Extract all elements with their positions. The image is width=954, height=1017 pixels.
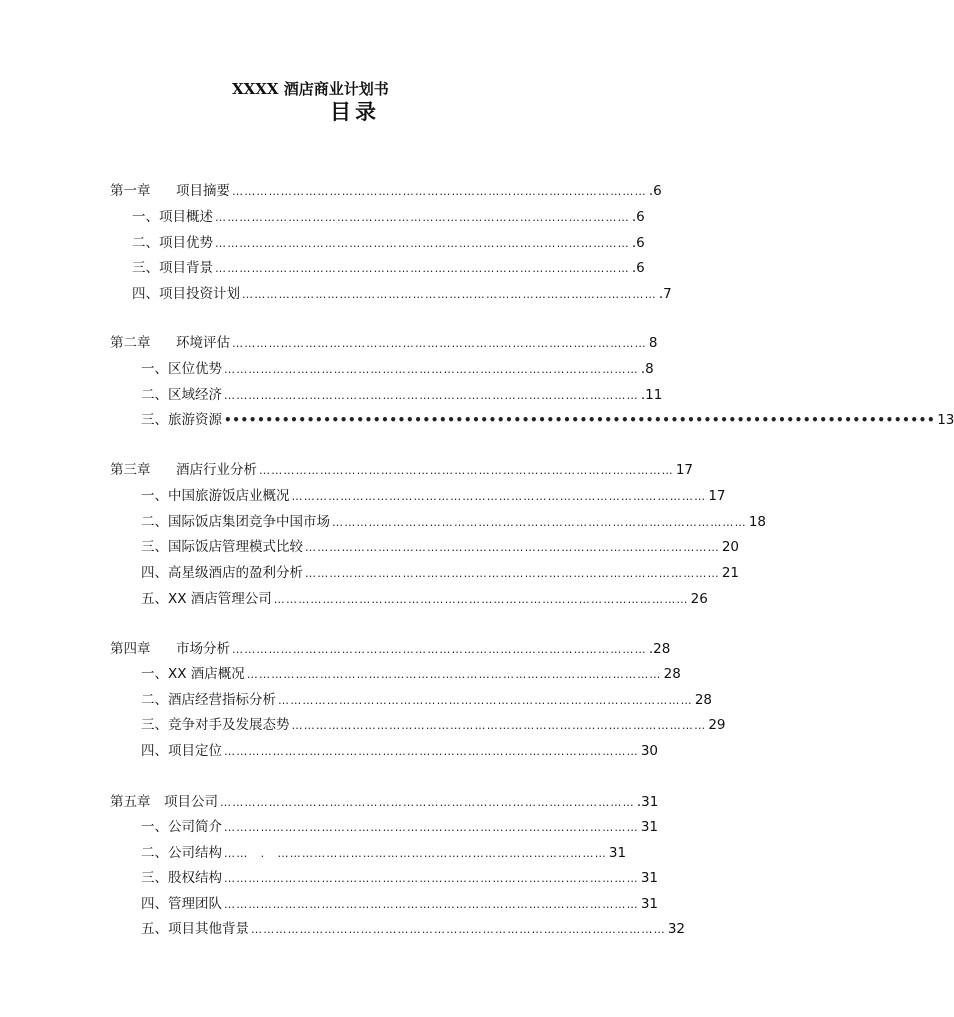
toc-page-number: 17 [708,488,726,504]
dot-leader: ………………………………………………………………………………………… [224,363,639,376]
dot-leader: ………………………………………………………………………………………… [259,464,674,477]
dot-leader: ………………………………………………………………………………………… [305,567,720,580]
toc-section[interactable] [141,866,658,886]
toc-page-number: 31 [608,845,627,861]
toc-page-number: .31 [636,794,659,810]
toc-section[interactable] [132,256,645,276]
chapter-title: 项目公司 [164,794,218,810]
toc-page-number: 32 [667,921,685,937]
dot-leader: ………………………………………………………………………………………… [215,262,630,275]
toc-chapter[interactable] [110,179,662,199]
toc-page-number: 31 [640,819,658,835]
toc-entry-label [110,790,218,810]
toc-section[interactable] [141,484,726,504]
dot-leader: ………………………………………………………………………………………… [220,796,635,809]
toc-entry-label: 一、中国旅游饭店业概况 [141,488,290,504]
toc-entry-label: 三、项目背景 [132,260,213,276]
toc-entry-label: 四、项目投资计划 [132,286,240,302]
toc-entry-label: 三、股权结构 [141,870,222,886]
toc-page-number: 18 [748,514,766,530]
toc-page-number: 26 [690,591,708,607]
dot-leader: ………………………………………………………………………………………… [215,211,630,224]
toc-section[interactable] [141,841,627,861]
dot-leader: •••••••••••••••••••••••••••••••••••••••••••••••••••••••••••••••••••••••••••••••••••••• [224,413,936,427]
document-title: XXXX 酒店商业计划书 [232,80,389,98]
toc-section[interactable] [132,231,645,251]
toc-page-number: .6 [631,209,645,225]
toc-page-number: 8 [648,335,658,351]
toc-section[interactable] [132,205,645,225]
toc-section[interactable] [141,815,658,835]
chapter-number: 第一章 [110,183,151,199]
toc-entry-label: 二、项目优势 [132,235,213,251]
dot-leader: ………………………………………………………………………………………… [291,719,707,732]
toc-chapter[interactable] [110,458,693,478]
dot-leader: ………………………………………………………………………………………… [251,923,666,936]
toc-section[interactable] [141,739,658,759]
dot-leader: ………………………………………………………………………………………… [273,593,689,606]
toc-entry-label: 四、管理团队 [141,896,222,912]
dot-leader: ………………………………………………………………………………………… [232,643,647,656]
toc-chapter[interactable] [110,331,658,351]
dot-leader: ………………………………………………………………………………………… [242,288,657,301]
toc-page-number: 28 [663,666,681,682]
toc-entry-label: 四、项目定位 [141,743,222,759]
toc-page-number: .28 [648,641,671,657]
toc-section[interactable] [141,662,681,682]
toc-heading: 目录 [330,100,380,124]
toc-entry-label: 一、公司简介 [141,819,222,835]
dot-leader: ………………………………………………………………………………………… [224,872,639,885]
toc-section[interactable] [141,383,663,403]
chapter-title: 项目摘要 [176,183,230,199]
toc-section[interactable] [132,282,672,302]
toc-entry-label: 二、区域经济 [141,387,222,403]
toc-chapter[interactable] [110,637,671,657]
toc-entry-label: 五、XX 酒店管理公司 [141,591,272,607]
toc-section[interactable] [141,510,766,530]
dot-leader: …… . ……………………………………………………………………… [224,847,607,860]
toc-page-number: 31 [640,870,658,886]
dot-leader: ………………………………………………………………………………………… [224,898,639,911]
chapter-number: 第二章 [110,335,151,351]
toc-entry-label: 二、酒店经营指标分析 [141,692,276,708]
dot-leader: ………………………………………………………………………………………… [215,237,630,250]
toc-page-number: .7 [658,286,672,302]
dot-leader: ………………………………………………………………………………………… [224,745,639,758]
toc-entry-label: 二、国际饭店集团竞争中国市场 [141,514,330,530]
dot-leader: ………………………………………………………………………………………… [305,541,720,554]
toc-section[interactable] [141,917,685,937]
toc-page-number: .6 [631,235,645,251]
toc-page-number: .11 [640,387,663,403]
toc-page-number: .8 [640,361,654,377]
toc-entry-label [110,637,230,657]
toc-section[interactable] [141,408,954,428]
chapter-title: 市场分析 [176,641,230,657]
toc-section[interactable] [141,713,726,733]
toc-section[interactable] [141,688,712,708]
toc-section[interactable] [141,357,654,377]
toc-entry-label: 三、竞争对手及发展态势 [141,717,290,733]
toc-page-number: 20 [721,539,739,555]
toc-page-number: 21 [721,565,739,581]
toc-page-number: 29 [708,717,726,733]
dot-leader: ………………………………………………………………………………………… [232,337,647,350]
toc-entry-label [110,331,230,351]
toc-page-number: 31 [640,896,658,912]
toc-section[interactable] [141,561,739,581]
dot-leader: ………………………………………………………………………………………… [224,389,639,402]
chapter-number: 第四章 [110,641,151,657]
toc-page-number: 13 [937,412,954,428]
dot-leader: ………………………………………………………………………………………… [278,694,693,707]
dot-leader: ………………………………………………………………………………………… [291,490,707,503]
toc-section[interactable] [141,587,708,607]
chapter-number: 第五章 [110,794,151,810]
toc-page-number: 30 [640,743,658,759]
toc-entry-label: 三、旅游资源 [141,412,222,428]
dot-leader: ………………………………………………………………………………………… [224,821,639,834]
toc-entry-label: 一、项目概述 [132,209,213,225]
toc-section[interactable] [141,535,739,555]
toc-entry-label: 二、公司结构 [141,845,222,861]
toc-entry-label [110,179,230,199]
toc-entry-label: 一、XX 酒店概况 [141,666,245,682]
dot-leader: ………………………………………………………………………………………… [232,185,647,198]
chapter-number: 第三章 [110,462,151,478]
toc-page-number: 28 [694,692,712,708]
toc-entry-label [110,458,257,478]
toc-page-number: 17 [675,462,693,478]
toc-chapter[interactable] [110,790,659,810]
chapter-title: 环境评估 [176,335,230,351]
toc-page-number: .6 [631,260,645,276]
toc-entry-label: 一、区位优势 [141,361,222,377]
toc-entry-label: 五、项目其他背景 [141,921,249,937]
toc-entry-label: 三、国际饭店管理模式比较 [141,539,303,555]
dot-leader: ………………………………………………………………………………………… [246,668,662,681]
dot-leader: ………………………………………………………………………………………… [332,516,747,529]
chapter-title: 酒店行业分析 [176,462,257,478]
toc-page-number: .6 [648,183,662,199]
toc-section[interactable] [141,892,658,912]
toc-entry-label: 四、高星级酒店的盈利分析 [141,565,303,581]
